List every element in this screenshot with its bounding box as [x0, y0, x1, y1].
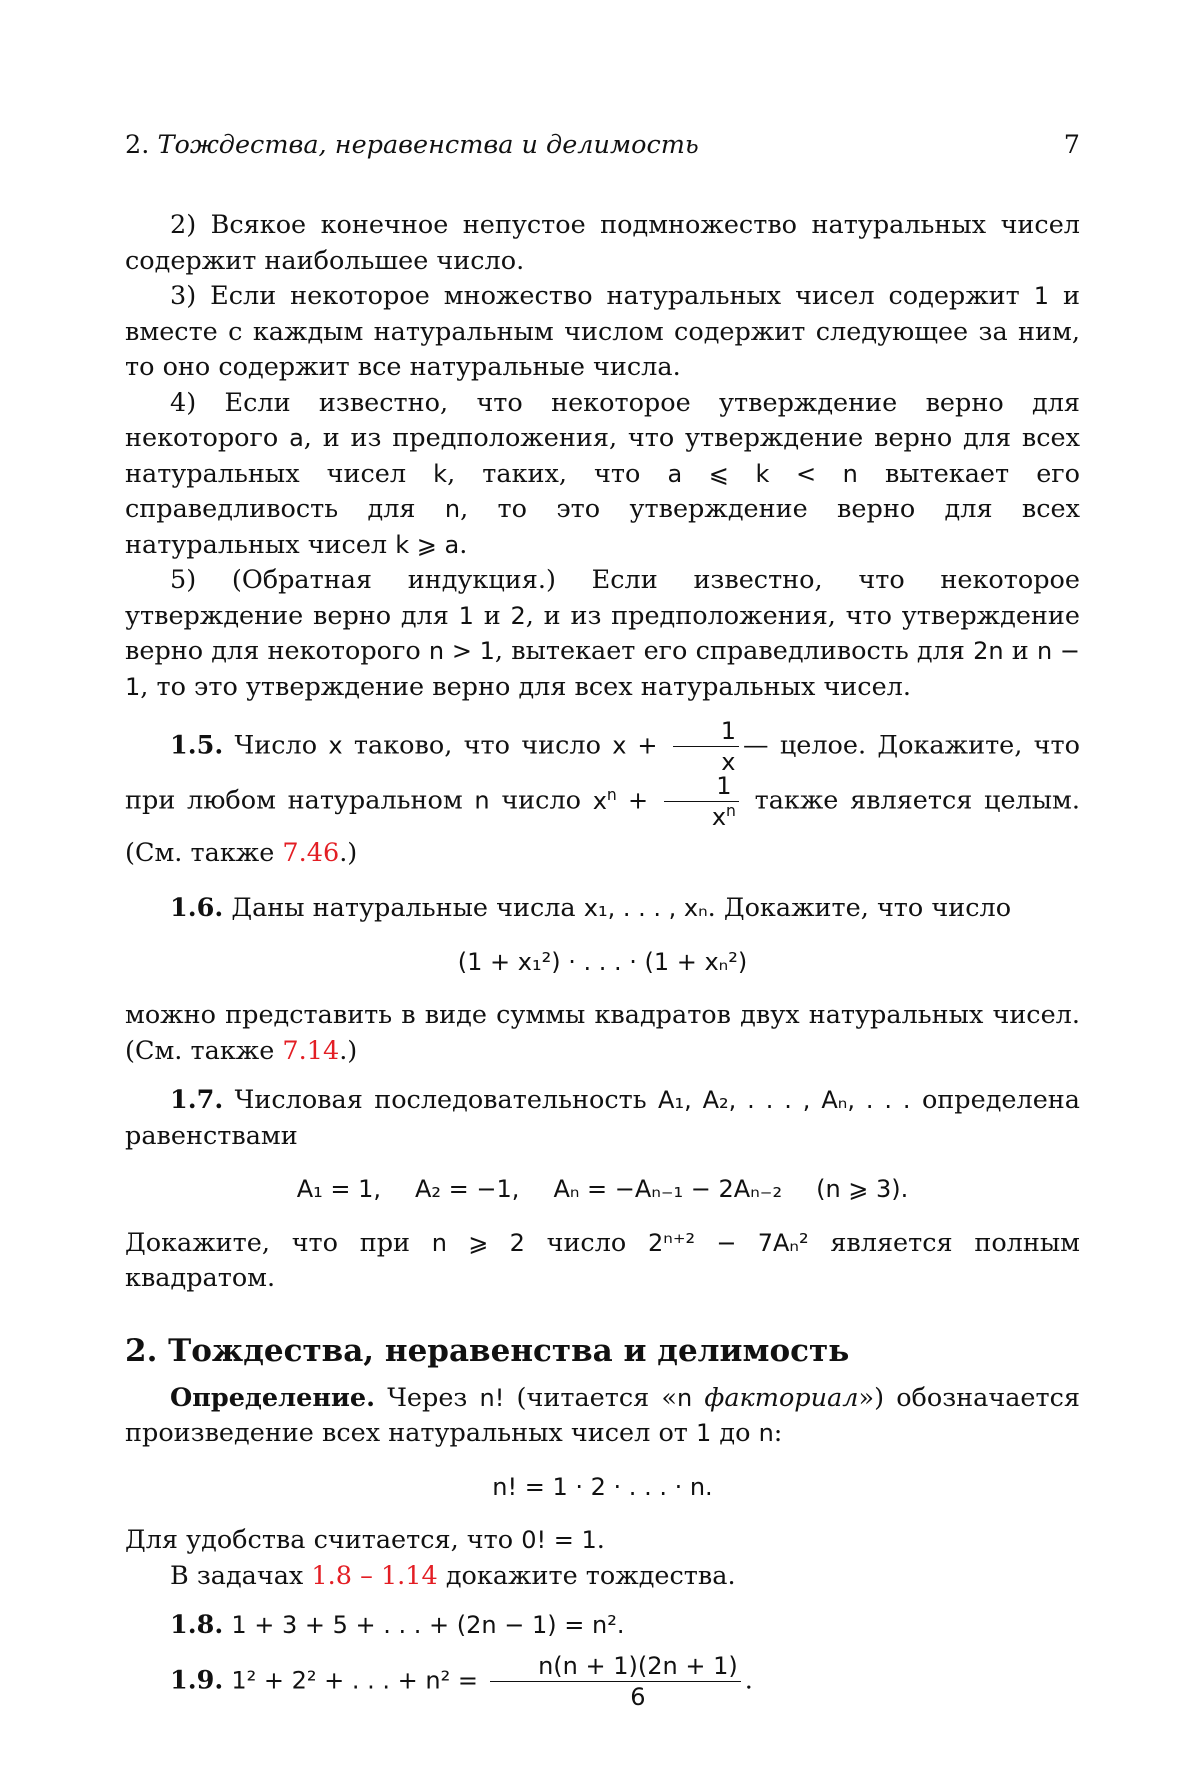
running-head-title: Тождества, неравенства и делимость	[157, 130, 699, 160]
fraction-1-over-x: $\frac{1}{x}$	[673, 719, 739, 774]
problem-number: 1.5.	[170, 730, 224, 761]
tasks-intro: В задачах 1.8 – 1.14 докажите тождества.	[170, 1560, 736, 1591]
section-heading: 2. Тождества, неравенства и делимость	[125, 1332, 850, 1369]
problem-1-6-continued: можно представить в виде суммы квадратов двух натуральных чисел. (См. также 7.14.)	[125, 1000, 1080, 1066]
display-equation: n! = 1 · 2 · . . . · n.	[492, 1472, 713, 1501]
problem-1-9: 1.9. 1² + 2² + . . . + n² = $\frac{n(n + 1)(2n + 1)}{6}$ .	[170, 1651, 753, 1711]
cross-reference-link[interactable]: 7.46	[282, 838, 340, 868]
fraction-1-over-xn: $\frac{1}{x^n}$	[664, 774, 739, 829]
item-2: 2) Всякое конечное непустое подмножество натуральных чисел содержит наибольшее число.	[125, 210, 1080, 276]
problem-number: 1.7.	[170, 1085, 224, 1115]
cross-reference-link[interactable]: 1.14	[380, 1560, 438, 1591]
problem-1-7-continued: Докажите, что при n ⩾ 2 число 2ⁿ⁺² − 7Aₙ² является полным квадратом.	[125, 1227, 1081, 1293]
problem-1-6: 1.6. Даны натуральные числа x₁, . . . , xₙ. Докажите, что число	[170, 893, 1012, 923]
item-3: 3) Если некоторое множество натуральных чисел содержит 1 и вместе с каждым натуральным числом содержит следующее за ним, то оно содержит все натуральные числа.	[125, 281, 1080, 382]
page	[125, 128, 1080, 1709]
problem-1-5: 1.5. Число x таково, что число x + $\frac{1}{x}$ — целое. Докажите, что при любом натуральном n число $x^n$ + $\frac{1}{x^n}$ также является целым. (См. также 7.46.)	[125, 717, 1080, 868]
item-4: 4) Если известно, что некоторое утверждение верно для некоторого a, и из предположения, что утверждение верно для всех натуральных чисел k, таких, что a ⩽ k < n вытекает его справедливость для n, то это утверждение верно для всех натуральных чисел k ⩾ a.	[125, 387, 1081, 560]
display-equation: A₁ = 1, A₂ = −1, Aₙ = −Aₙ₋₁ − 2Aₙ₋₂ (n ⩾ 3).	[296, 1175, 909, 1203]
problem-number: 1.8.	[170, 1610, 224, 1640]
running-head-section: 2.	[125, 130, 150, 160]
problem-1-8: 1.8. 1 + 3 + 5 + . . . + (2n − 1) = n².	[170, 1610, 625, 1640]
page-number: 7	[1063, 130, 1080, 160]
fraction-sum-of-squares: $\frac{n(n + 1)(2n + 1)}{6}$	[490, 1654, 741, 1709]
problem-number: 1.9.	[170, 1665, 224, 1695]
problem-number: 1.6.	[170, 893, 224, 923]
cross-reference-link[interactable]: 7.14	[282, 1035, 340, 1066]
problem-1-7: 1.7. Числовая последовательность A₁, A₂, . . . , Aₙ, . . . определена равенствами	[125, 1085, 1080, 1151]
item-5: 5) (Обратная индукция.) Если известно, что некоторое утверждение верно для 1 и 2, и из предположения, что утверждение верно для некоторого n > 1, вытекает его справедливость для 2n и n − 1, то это утверждение верно для всех натуральных чисел.	[125, 565, 1080, 702]
cross-reference-link[interactable]: 1.8	[311, 1560, 352, 1591]
running-head	[125, 128, 1080, 164]
definition: Определение. Через n! (читается «n факториал») обозначается произведение всех натуральных чисел от 1 до n:	[125, 1382, 1080, 1448]
convention: Для удобства считается, что 0! = 1.	[125, 1525, 605, 1555]
display-equation: (1 + x₁²) · . . . · (1 + xₙ²)	[457, 947, 748, 976]
